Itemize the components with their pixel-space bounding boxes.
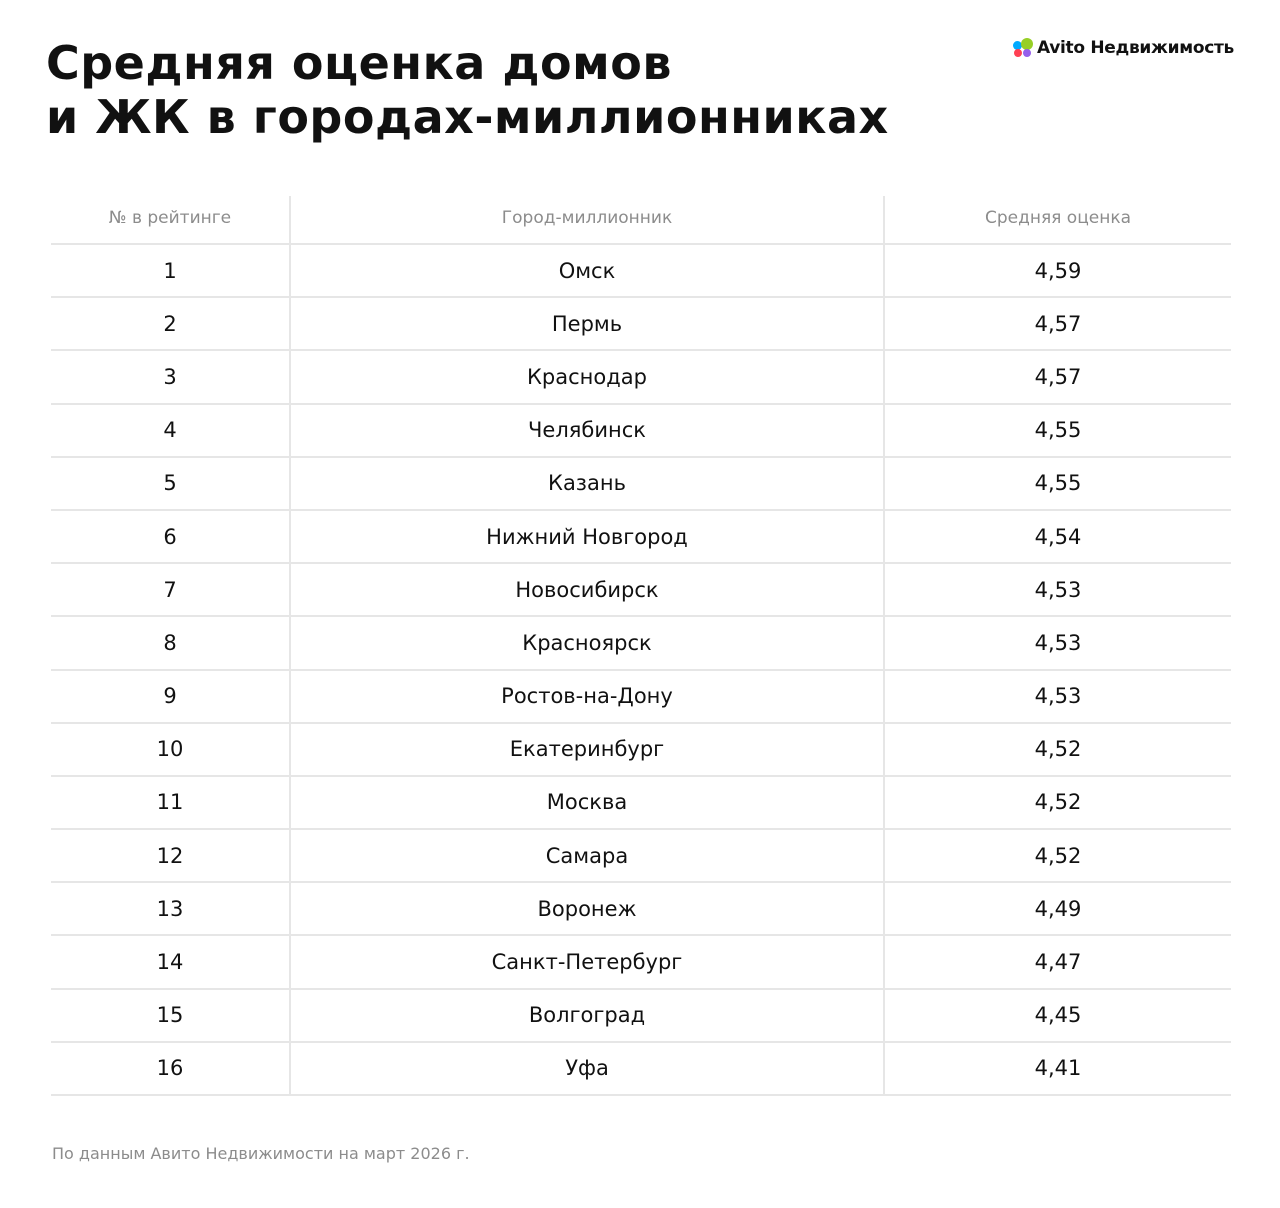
table-row — [51, 458, 1231, 511]
city-cell: Челябинск — [289, 405, 885, 456]
score-cell: 4,59 — [1034, 258, 1082, 283]
rank-cell: 11 — [156, 790, 184, 815]
logo-dot-purple — [1023, 49, 1031, 57]
table-header-row — [51, 196, 1231, 245]
rank-cell: 4 — [163, 418, 177, 443]
city-cell: Нижний Новгород — [289, 511, 885, 562]
logo-text: Avito Недвижимость — [1036, 38, 1234, 58]
table-row — [51, 617, 1231, 670]
avito-logo — [1013, 38, 1234, 58]
rank-cell: 16 — [156, 1056, 184, 1081]
table-row — [51, 671, 1231, 724]
logo-dot-red — [1014, 49, 1022, 57]
rating-table — [51, 196, 1231, 1096]
rank-cell: 9 — [163, 684, 177, 709]
page-title — [46, 36, 889, 144]
header-city: Город-миллионник — [289, 196, 885, 243]
score-cell: 4,57 — [1034, 311, 1082, 336]
city-cell: Новосибирск — [289, 564, 885, 615]
rank-cell: 15 — [156, 1003, 184, 1028]
table-row — [51, 564, 1231, 617]
score-cell: 4,55 — [1034, 471, 1082, 496]
rank-cell: 10 — [156, 737, 184, 762]
page-title-line-2: и ЖК в городах-миллионниках — [46, 90, 889, 144]
avito-dots-icon — [1013, 38, 1033, 58]
page-title-line-1: Средняя оценка домов — [46, 36, 672, 90]
table-row — [51, 990, 1231, 1043]
rank-cell: 12 — [156, 843, 184, 868]
city-cell: Екатеринбург — [289, 724, 885, 775]
header-score: Средняя оценка — [984, 207, 1132, 228]
rank-cell: 3 — [163, 364, 177, 389]
rank-cell: 1 — [163, 258, 177, 283]
city-cell: Волгоград — [289, 990, 885, 1041]
table-row — [51, 298, 1231, 351]
city-cell: Красноярск — [289, 617, 885, 668]
score-cell: 4,53 — [1034, 630, 1082, 655]
city-cell: Пермь — [289, 298, 885, 349]
rank-cell: 5 — [163, 471, 177, 496]
score-cell: 4,52 — [1034, 843, 1082, 868]
city-cell: Воронеж — [289, 883, 885, 934]
score-cell: 4,53 — [1034, 577, 1082, 602]
rank-cell: 8 — [163, 630, 177, 655]
table-row — [51, 936, 1231, 989]
table-row — [51, 245, 1231, 298]
city-cell: Ростов-на-Дону — [289, 671, 885, 722]
city-cell: Москва — [289, 777, 885, 828]
score-cell: 4,41 — [1034, 1056, 1082, 1081]
city-cell: Уфа — [289, 1043, 885, 1094]
table-body — [51, 245, 1231, 1096]
table-row — [51, 830, 1231, 883]
header-rank: № в рейтинге — [108, 207, 232, 228]
rank-cell: 2 — [163, 311, 177, 336]
city-cell: Казань — [289, 458, 885, 509]
city-cell: Краснодар — [289, 351, 885, 402]
table-row — [51, 777, 1231, 830]
city-cell: Санкт-Петербург — [289, 936, 885, 987]
score-cell: 4,47 — [1034, 950, 1082, 975]
city-cell: Самара — [289, 830, 885, 881]
source-footnote: По данным Авито Недвижимости на март 2026 г. — [52, 1144, 470, 1163]
table-row — [51, 1043, 1231, 1096]
rank-cell: 6 — [163, 524, 177, 549]
score-cell: 4,52 — [1034, 790, 1082, 815]
score-cell: 4,52 — [1034, 737, 1082, 762]
rank-cell: 13 — [156, 896, 184, 921]
score-cell: 4,54 — [1034, 524, 1082, 549]
city-cell: Омск — [289, 245, 885, 296]
table-row — [51, 405, 1231, 458]
rank-cell: 14 — [156, 950, 184, 975]
table-row — [51, 511, 1231, 564]
score-cell: 4,55 — [1034, 418, 1082, 443]
score-cell: 4,49 — [1034, 896, 1082, 921]
rank-cell: 7 — [163, 577, 177, 602]
table-row — [51, 883, 1231, 936]
table-row — [51, 351, 1231, 404]
score-cell: 4,53 — [1034, 684, 1082, 709]
score-cell: 4,45 — [1034, 1003, 1082, 1028]
score-cell: 4,57 — [1034, 364, 1082, 389]
table-row — [51, 724, 1231, 777]
